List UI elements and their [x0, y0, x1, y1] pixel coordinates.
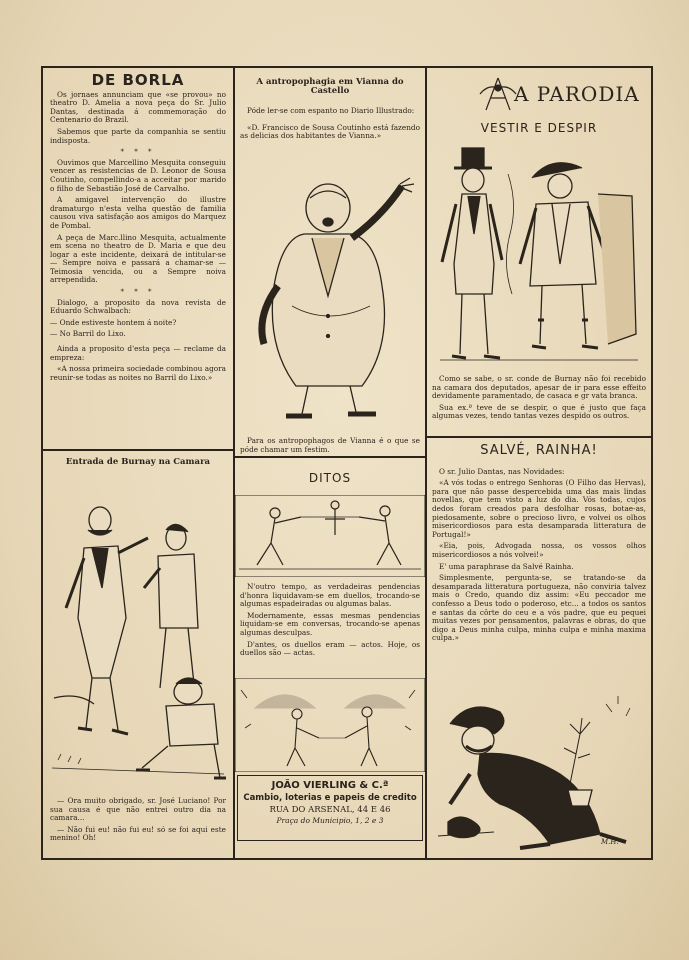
paragraph: A peça de Marc.llino Mesquita, actualmente em scena no theatro de D. Maria e que deu logar a este incidente, deixará de intitular-se — Sempre noiva e passará a chamar-se — Teimosia vencida, ou a Sempre noiva arrependida.	[50, 232, 226, 285]
artist-signature: M.H.	[601, 838, 619, 846]
paragraph: N'outro tempo, as verdadeiras pendencias d'honra liquidavam-se em duellos, trocando-se algumas espadeiradas ou algumas balas.	[240, 582, 420, 609]
paragraph: Póde ler-se com espanto no Diario Illustrado:	[247, 106, 415, 116]
paragraph: «D. Francisco de Sousa Coutinho está fazendo as delicias dos habitantes de Vianna.»	[240, 122, 420, 141]
ad-services: Cambio, loterias e papeis de credito	[243, 793, 417, 803]
paragraph: — Onde estiveste hontem á noite?	[50, 317, 177, 327]
article-title: DE BORLA	[91, 71, 185, 89]
section-burnay	[50, 458, 226, 467]
separator-stars: * * *	[120, 288, 156, 297]
paragraph: Ouvimos que Marcellino Mesquita conseguiu vencer as resistencias de D. Leonor de Sousa Coutinho, compellindo-a a acceitar por marido o filho de Sebastião José de Carvalho.	[50, 157, 226, 193]
article-title: SALVÉ, RAINHA!	[480, 443, 598, 458]
column-divider	[425, 66, 427, 860]
column-antropophagia	[240, 78, 420, 144]
paragraph: Modernamente, essas mesmas pendencias liquidam-se em conversas, trocando-se apenas algumas desculpas.	[240, 610, 420, 637]
paragraph: Simplesmente, pergunta-se, se tratando-se da desamparada litteratura portugueza, não conviria talvez mais o Credo, quando diz assim: «Eu peccador me confesso a Deus todo o poderoso, etc... a todos os santos e santas da côrte do ceu e a vós padre, que eu pequei muitas vezes por pensamentos, palavras e obras, do que digo a Deus minha culpa, minha culpa e minha maxima culpa.»	[432, 573, 646, 643]
article-title: A antropophagia em Vianna do Castello	[256, 77, 404, 96]
column-salve-rainha	[432, 443, 646, 646]
ad-company-name: JOÃO VIERLING & C.ª	[271, 780, 389, 791]
paragraph: Dialogo, a proposito da nova revista de Eduardo Schwalbach:	[50, 297, 226, 316]
paragraph: «A nossa primeira sociedade combinou agora reunir-se todas as noites no Barril do Lixo.»	[50, 364, 226, 382]
umbrella-scene-illustration	[235, 678, 425, 772]
coutinho-caricature-illustration	[252, 176, 422, 434]
masthead-title: A PARODIA	[514, 82, 640, 106]
paragraph: A amigavel intervenção do illustre dramaturgo n'esta velha questão de familia causou viva satisfação aos amigos do Marquez de Pombal.	[50, 195, 226, 230]
paragraph: E' uma paraphrase da Salvé Rainha.	[439, 561, 574, 571]
ad-address-2: Praça do Municipio, 1, 2 e 3	[276, 816, 384, 825]
paragraph: Como se sabe, o sr. conde de Burnay não foi recebido na camara dos deputados, apesar de ir para esse effeito devidamente paramentado, de casaca e gr vata branca.	[432, 374, 646, 401]
paragraph: «A vós todas o entrego Senhoras (O Filho das Hervas), para que não passe despercebida uma das mais lindas novellas, que tem visto a luz do dia. Vós todas, cujos dedos foram creados para desfolhar rosas, botae-as, piedosamente, sobre o precioso livro, e volvei os olhos misericordiosos para esta desamparada litteratura de Portugal!»	[432, 478, 646, 539]
julio-dantas-caricature-illustration	[430, 694, 650, 854]
burnay-cartoon-illustration	[48, 478, 228, 790]
section-ditos	[240, 471, 420, 485]
masthead-ornament-icon	[478, 74, 518, 114]
paragraph: O sr. Julio Dantas, nas Novidades:	[439, 466, 565, 476]
paragraph: — No Barril do Lixo.	[50, 329, 126, 339]
article-title: VESTIR E DESPIR	[480, 121, 598, 135]
vestir-despir-illustration	[432, 144, 646, 372]
section-divider	[41, 449, 234, 451]
paragraph: Sabemos que parte da companhia se sentiu indisposta.	[50, 126, 226, 145]
paragraph: Ainda a proposito d'esta peça — reclame da empreza:	[50, 344, 226, 362]
cartoon-captions	[50, 797, 226, 846]
parodia-masthead	[478, 72, 650, 116]
paragraph: D'antes, os duellos eram — actos. Hoje, os duellos são — actas.	[240, 639, 420, 658]
column-de-borla	[50, 71, 226, 385]
caption: — Ora muito obrigado, sr. José Luciano! Por sua causa é que não entrei outro dia na camara...	[50, 796, 226, 823]
antropophagia-caption	[240, 437, 420, 457]
caption: Para os antropophagos de Vianna é o que se póde chamar um festim.	[240, 436, 420, 454]
ditos-text	[240, 583, 420, 661]
column-vestir-despir	[432, 121, 646, 135]
paragraph: Os jornaes annunciam que «se provou» no theatro D. Amelia a nova peça do Sr. Julio Dantas, destinada á commemoração do Centenario do Brazil.	[50, 89, 226, 125]
paragraph: «Eia, pois, Advogada nossa, os vossos olhos misericordiosos a nós volvei!»	[432, 541, 646, 559]
vestir-despir-text	[432, 375, 646, 424]
vierling-advertisement	[237, 775, 423, 841]
paragraph: Sua ex.ª teve de se despir, o que é justo que faça algumas vezes, tendo tantas vezes despido os outros.	[432, 402, 646, 421]
section-title: Entrada de Burnay na Camara	[65, 457, 211, 467]
separator-stars: * * *	[120, 148, 156, 157]
ad-address: RUA DO ARSENAL, 44 E 46	[269, 805, 391, 815]
caption: — Não fui eu! não fui eu! só se foi aqui este menino! Oh!	[50, 824, 226, 843]
section-divider	[425, 436, 653, 438]
duel-illustration	[235, 495, 425, 577]
section-title: DITOS	[308, 471, 352, 485]
